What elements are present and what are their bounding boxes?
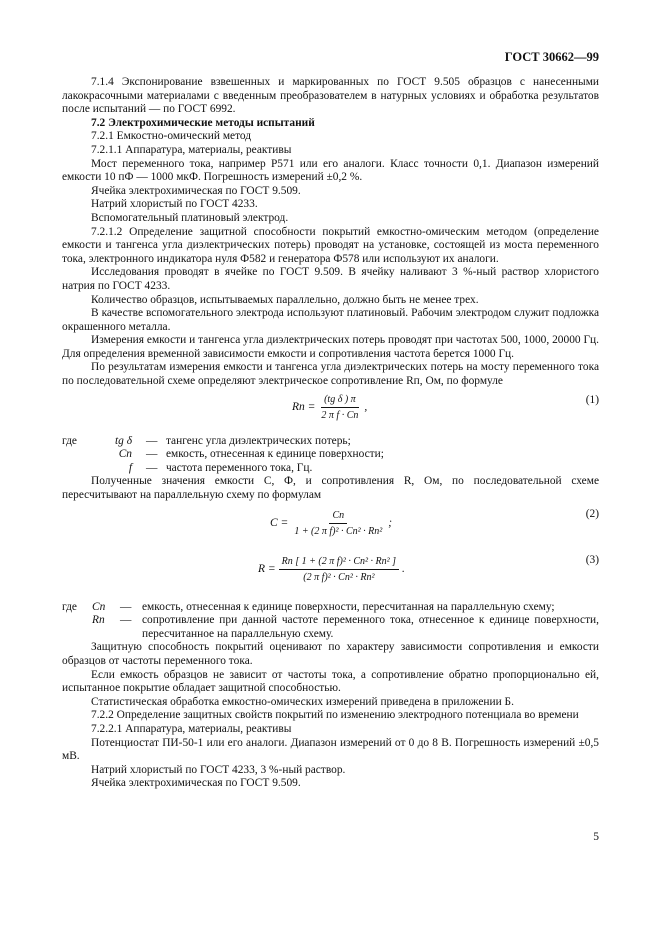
formula-3-number: (3) <box>585 553 599 566</box>
formula-2 <box>62 503 599 549</box>
paragraph-study: Исследования проводят в ячейке по ГОСТ 9.509. В ячейку наливают 3 %-ный раствор хлористого натрия по ГОСТ 4233. <box>62 266 599 292</box>
definition-text: — частота переменного тока, Гц. <box>146 461 313 474</box>
definition-text: — тангенс угла диэлектрических потерь; <box>146 434 351 447</box>
paragraph-capacitance-condition: Если емкость образцов не зависит от частоты тока, а сопротивление обратно пропорционально ей, испытанное покрытие обладает защитной способностью. <box>62 668 599 695</box>
formula-2-number: (2) <box>585 507 599 520</box>
formula-1-number: (1) <box>585 393 599 406</box>
document-code: ГОСТ 30662—99 <box>504 50 599 64</box>
formula-1 <box>62 389 599 435</box>
definition-dash: — <box>120 600 132 613</box>
formula-1-tail: , <box>364 400 368 413</box>
definition-symbol: Cп <box>118 448 132 461</box>
definition-text: емкость, отнесенная к единице поверхности, пересчитанная на параллельную схему; <box>142 600 555 613</box>
paragraph-potentiostat: Потенциостат ПИ-50-1 или его аналоги. Диапазон измерений от 0 до 8 В. Погрешность измерений ±0,5 мВ. <box>62 736 599 763</box>
definition-text: — емкость, отнесенная к единице поверхности; <box>146 448 384 461</box>
paragraph-frequencies: Измерения емкости и тангенса угла диэлектрических потерь проводят при частотах 500, 1000, 20000 Гц. Для определения временной зависимости емкости и сопротивления частота берется 1000 Гц. <box>62 334 599 360</box>
section-heading-7-2: 7.2 Электрохимические методы испытаний <box>91 116 315 129</box>
paragraph-platinum-electrode: Вспомогательный платиновый электрод. <box>91 211 289 224</box>
formula-2-numerator: Cп <box>329 509 347 525</box>
formula-2-tail: ; <box>388 516 393 529</box>
paragraph-statistics: Статистическая обработка емкостно-омических измерений приведена в приложении Б. <box>91 695 514 708</box>
paragraph-recalculation: Полученные значения емкости C, Ф, и сопротивления R, Ом, по последовательной схеме пересчитывают на параллельную схему по формулам <box>62 475 599 502</box>
definitions-2-where: где <box>62 600 77 613</box>
definitions-1 <box>62 435 599 476</box>
paragraph-7-2-1-2: 7.2.1.2 Определение защитной способности покрытий емкостно-омическим методом (определение емкости и тангенса угла диэлектрических потерь) проводят на установке, состоящей из моста переменного тока, электронного индикатора нуля Ф582 и генератора Ф578 или используют их аналоги. <box>62 225 599 265</box>
formula-3-tail: . <box>402 562 405 575</box>
page-number: 5 <box>593 831 599 843</box>
formula-2-denominator: 1 + (2 π f)² · Cп² · Rп² <box>294 526 383 538</box>
definitions-1-where: где <box>62 434 77 447</box>
formula-1-denominator: 2 π f · Cп <box>321 410 359 422</box>
definition-symbol: Rп <box>92 614 105 627</box>
paragraph-bridge: Мост переменного тока, например Р571 или его аналоги. Класс точности 0,1. Диапазон измерений емкости 10 пФ — 1000 мкФ. Погрешность измерений ±0,2 %. <box>62 157 599 184</box>
subsection-heading-7-2-2-1: 7.2.2.1 Аппаратура, материалы, реактивы <box>91 722 292 735</box>
paragraph-cell-2: Ячейка электрохимическая по ГОСТ 9.509. <box>91 777 301 790</box>
formula-3-lhs: R = <box>258 562 276 575</box>
definitions-2 <box>62 601 599 642</box>
paragraph-7-2-2: 7.2.2 Определение защитных свойств покрытий по изменению электродного потенциала во времени <box>91 709 579 722</box>
definition-dash: — <box>120 614 132 627</box>
paragraph-cell: Ячейка электрохимическая по ГОСТ 9.509. <box>91 184 301 197</box>
formula-3 <box>62 549 599 601</box>
paragraph-result: По результатам измерения емкости и тангенса угла диэлектрических потерь на мосту переменного тока по последовательной схеме определяют электрическое сопротивление Rп, Ом, по формуле <box>62 361 599 388</box>
formula-2-lhs: C = <box>270 516 289 529</box>
formula-3-denominator: (2 π f)² · Cп² · Rп² <box>303 572 375 584</box>
definition-symbol: Cп <box>92 600 106 613</box>
subsection-heading-7-2-1-1: 7.2.1.1 Аппаратура, материалы, реактивы <box>91 143 292 156</box>
definition-symbol: tg δ <box>114 434 132 447</box>
paragraph-protective-ability: Защитную способность покрытий оценивают по характеру зависимости сопротивления и емкости образцов от частоты переменного тока. <box>62 641 599 667</box>
formula-1-numerator: (tg δ ) π <box>321 393 359 409</box>
page-body <box>62 76 599 791</box>
paragraph-sample-count: Количество образцов, испытываемых параллельно, должно быть не менее трех. <box>91 293 479 306</box>
paragraph-auxiliary-electrode: В качестве вспомогательного электрода используют платиновый. Рабочим электродом служит подложка окрашенного металла. <box>62 307 599 333</box>
definition-symbol: f <box>128 461 132 474</box>
formula-3-numerator: Rп [ 1 + (2 π f)² · Cп² · Rп² ] <box>279 555 399 571</box>
formula-1-lhs: Rп = <box>292 400 316 413</box>
paragraph-sodium-chloride: Натрий хлористый по ГОСТ 4233. <box>91 198 258 211</box>
definition-text: сопротивление при данной частоте переменного тока, отнесенное к единице поверхности, пересчитанное на параллельную схему. <box>142 614 599 640</box>
paragraph-7-1-4: 7.1.4 Экспонирование взвешенных и маркированных по ГОСТ 9.505 образцов с нанесенными лакокрасочными материалами с введенным преобразователем в натурных условиях и обработка результатов после испытаний — по ГОСТ 6992. <box>62 76 599 116</box>
subsection-heading-7-2-1: 7.2.1 Емкостно-омический метод <box>91 130 252 143</box>
paragraph-sodium-chloride-solution: Натрий хлористый по ГОСТ 4233, 3 %-ный раствор. <box>91 763 346 776</box>
